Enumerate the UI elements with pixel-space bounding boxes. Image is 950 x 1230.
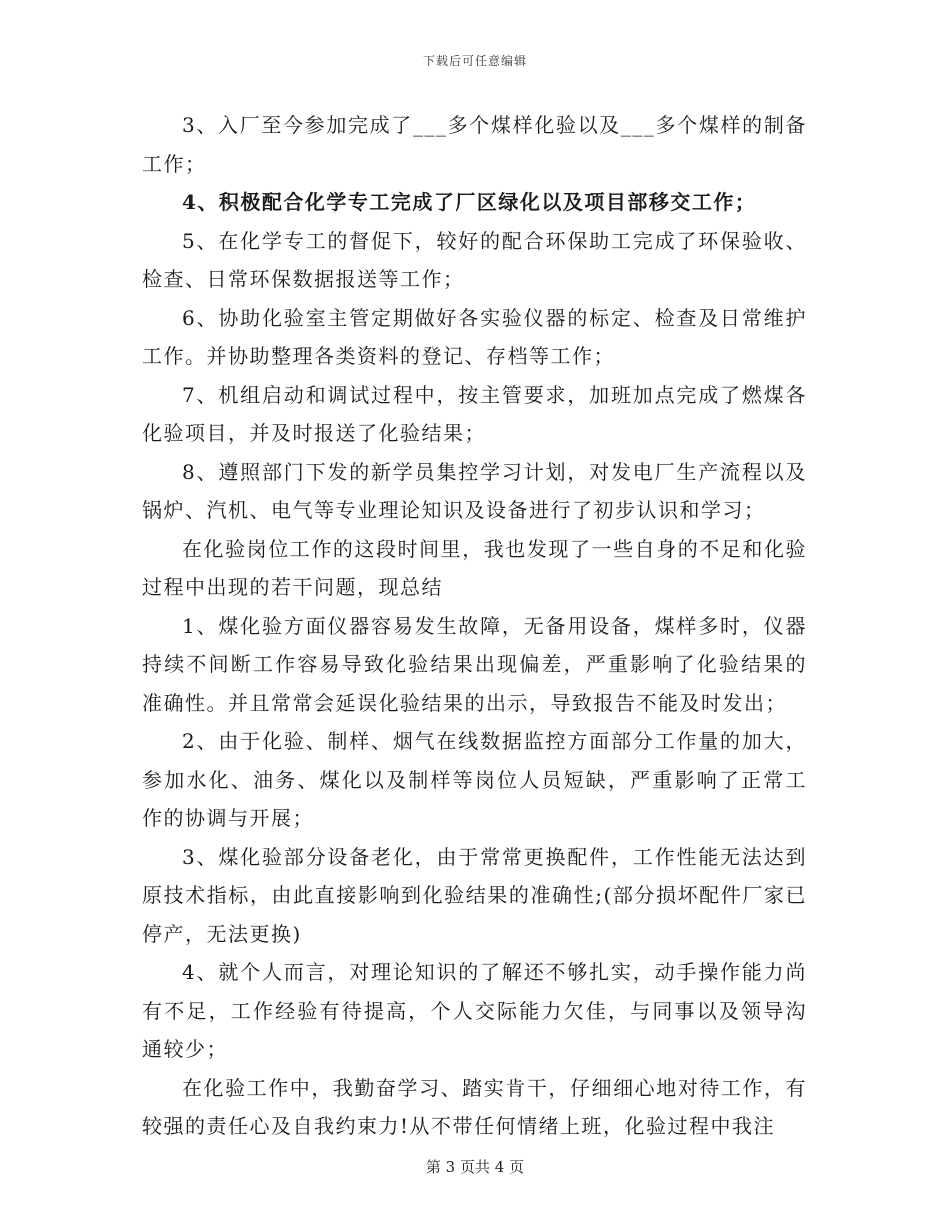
paragraph-12: 在化验工作中，我勤奋学习、踏实肯干，仔细细心地对待工作，有较强的责任心及自我约束力!从不带任何情绪上班，化验过程中我注 — [142, 1075, 807, 1138]
paragraph-3: 5、在化学专工的督促下，较好的配合环保助工完成了环保验收、检查、日常环保数据报送等工作； — [142, 228, 807, 291]
paragraph-5: 7、机组启动和调试过程中，按主管要求，加班加点完成了燃煤各化验项目，并及时报送了化验结果； — [142, 382, 807, 445]
page-number: 第 3 页共 4 页 — [425, 1158, 525, 1176]
paragraph-1: 3、入厂至今参加完成了___多个煤样化验以及___多个煤样的制备工作； — [142, 113, 807, 176]
paragraph-6: 8、遵照部门下发的新学员集控学习计划，对发电厂生产流程以及锅炉、汽机、电气等专业理论知识及设备进行了初步认识和学习； — [142, 459, 807, 522]
page-header: 下载后可任意编辑 — [422, 54, 527, 68]
paragraph-11: 4、就个人而言，对理论知识的了解还不够扎实，动手操作能力尚有不足，工作经验有待提高，个人交际能力欠佳，与同事以及领导沟通较少； — [142, 960, 807, 1061]
document-body — [142, 106, 807, 1146]
paragraph-4: 6、协助化验室主管定期做好各实验仪器的标定、检查及日常维护工作。并协助整理各类资料的登记、存档等工作； — [142, 305, 807, 368]
paragraph-8: 1、煤化验方面仪器容易发生故障，无备用设备，煤样多时，仪器持续不间断工作容易导致化验结果出现偏差，严重影响了化验结果的准确性。并且常常会延误化验结果的出示，导致报告不能及时发出； — [142, 613, 807, 715]
paragraph-2: 4、积极配合化学专工完成了厂区绿化以及项目部移交工作； — [182, 190, 757, 214]
paragraph-9: 2、由于化验、制样、烟气在线数据监控方面部分工作量的加大，参加水化、油务、煤化以及制样等岗位人员短缺，严重影响了正常工作的协调与开展； — [142, 729, 807, 830]
paragraph-10: 3、煤化验部分设备老化，由于常常更换配件，工作性能无法达到原技术指标，由此直接影响到化验结果的准确性;(部分损坏配件厂家已停产，无法更换) — [142, 844, 807, 946]
paragraph-7: 在化验岗位工作的这段时间里，我也发现了一些自身的不足和化验过程中出现的若干问题，现总结 — [142, 536, 807, 599]
